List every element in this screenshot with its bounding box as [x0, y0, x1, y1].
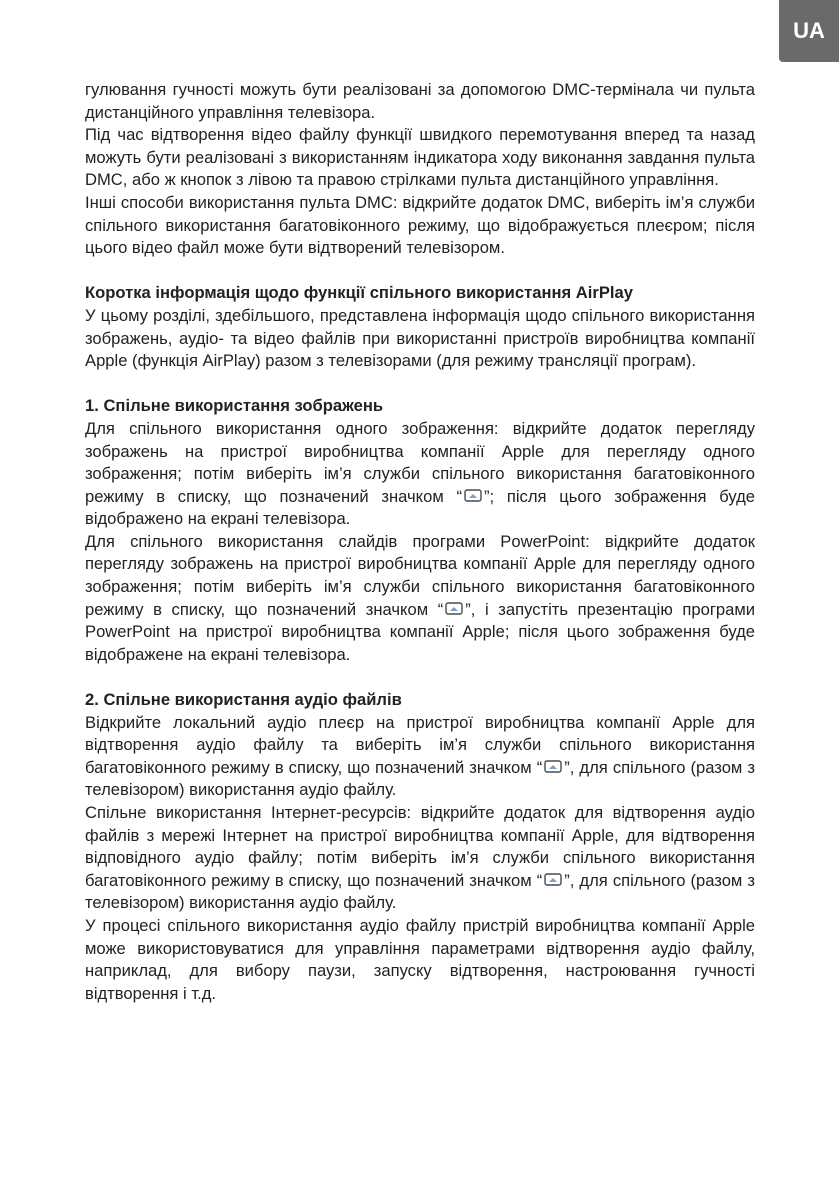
airplay-icon	[544, 873, 562, 888]
section-heading-audio: 2. Спільне використання аудіо файлів	[85, 690, 402, 710]
text-span: Відкрийте локальний аудіо плеєр на пристрої виробництва компанії Apple для відтворення аудіо файлу та виберіть ім’я служби спільного використання багатовіконного режиму в списку, що позначений значком “	[85, 712, 755, 777]
airplay-icon	[464, 489, 482, 504]
text-span: ”, для спільного (разом з телевізором) використання аудіо файлу.	[85, 870, 755, 913]
paragraph: гулювання гучності можуть бути реалізовані за допомогою DMC-термінала чи пульта дистанційного управління телевізора.	[85, 80, 755, 122]
paragraph: У процесі спільного використання аудіо файлу пристрій виробництва компанії Apple може використовуватися для управління параметрами відтворення аудіо файлу, наприклад, для вибору паузи, запуску відтворення, настроювання гучності відтворення і т.д.	[85, 915, 755, 1003]
airplay-icon	[445, 602, 463, 617]
paragraph: Під час відтворення відео файлу функції швидкого перемотування вперед та назад можуть бути реалізовані з використанням індикатора ходу виконання завдання пульта DMC, або ж кнопок з лівою та правою стрілками пульта дистанційного управління.	[85, 125, 755, 190]
paragraph: У цьому розділі, здебільшого, представлена інформація щодо спільного використання зображень, аудіо- та відео файлів при використанні пристроїв виробництва компанії Apple (функція AirPlay) разом з телевізорами (для режиму трансляції програм).	[85, 305, 755, 371]
language-tab: UA	[779, 0, 839, 62]
text-span: ”, і запустіть презентацію програми PowerPoint на пристрої виробництва компанії Apple; після цього зображення буде відображене на екрані телевізора.	[85, 599, 756, 664]
paragraph: Інші способи використання пульта DMC: відкрийте додаток DMC, виберіть ім’я служби спільного використання багатовіконного режиму, що відображується плеєром; після цього відео файл може бути відтворений телевізором.	[85, 192, 755, 258]
section-heading-images: 1. Спільне використання зображень	[85, 396, 384, 416]
paragraph	[85, 418, 755, 531]
text-span: Для спільного використання одного зображення: відкрийте додаток перегляду зображень на пристрої виробництва компанії Apple для перегляду одного зображення; потім виберіть ім’я служби спільного використання багатовіконного режиму в списку, що позначений значком “	[85, 418, 755, 506]
text-span: Для спільного використання слайдів програми PowerPoint: відкрийте додаток перегляду зображень на пристрої виробництва компанії Apple для перегляду одного зображення; потім виберіть ім’я служби спільного використання багатовіконного режиму в списку, що позначений значком “	[85, 531, 755, 619]
paragraph	[85, 712, 755, 802]
text-span: ”, для спільного (разом з телевізором) використання аудіо файлу.	[85, 757, 755, 800]
text-span: ”; після цього зображення буде відображено на екрані телевізора.	[85, 486, 755, 529]
paragraph	[85, 802, 755, 915]
text-span: Спільне використання Інтернет-ресурсів: відкрийте додаток для відтворення аудіо файлів з мережі Інтернет на пристрої виробництва компанії Apple, для відтворення відповідного аудіо файлу; потім виберіть ім’я служби спільного використання багатовіконного режиму в списку, що позначений значком “	[85, 803, 755, 890]
paragraph	[85, 531, 755, 667]
airplay-icon	[544, 760, 562, 775]
section-heading-airplay: Коротка інформація щодо функції спільного використання AirPlay	[85, 283, 633, 303]
document-body	[85, 79, 755, 1005]
